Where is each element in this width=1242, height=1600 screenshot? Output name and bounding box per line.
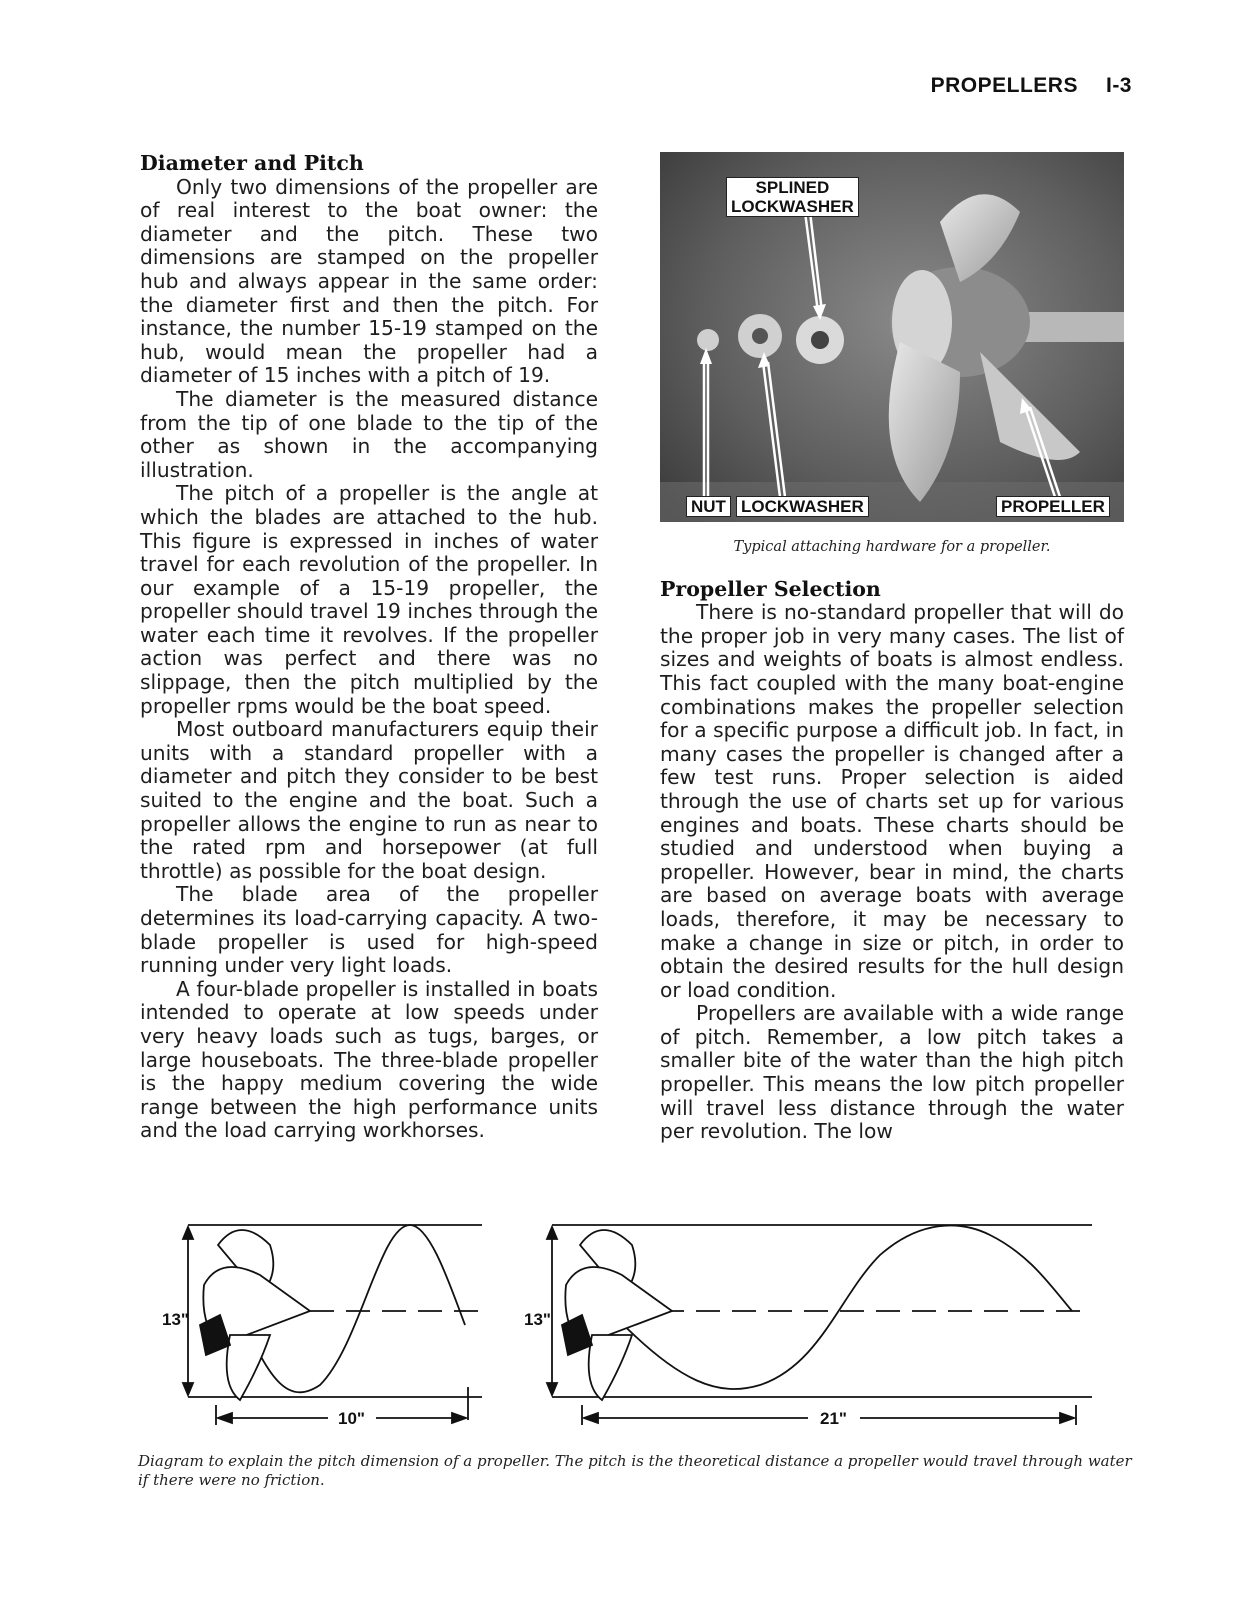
right-pitch-label: 21"	[820, 1409, 847, 1428]
heading-diameter-pitch: Diameter and Pitch	[140, 151, 364, 175]
right-pitch-diagram	[547, 1225, 1092, 1425]
label-propeller: PROPELLER	[996, 496, 1110, 517]
left-pitch-diagram	[183, 1225, 490, 1425]
label-lockwasher-top: LOCKWASHER	[731, 197, 854, 216]
page-header	[931, 74, 1132, 98]
paragraph: The pitch of a propeller is the angle at which the blades are attached to the hub. This figure is expressed in inches of water travel for each revolution of the propeller. In our example of a 15-19 propeller, the propeller should travel 19 inches through the water each time it revolves. If the propeller action was perfect and there was no slippage, then the pitch multiplied by the propeller rpms would be the boat speed.	[140, 481, 598, 718]
heading-propeller-selection: Propeller Selection	[660, 576, 881, 601]
right-column	[660, 152, 1124, 1144]
page-number: I-3	[1105, 74, 1132, 97]
paragraph: Propellers are available with a wide range of pitch. Remember, a low pitch takes a smaller bite of the water than the high pitch propeller. This means the low pitch propeller will travel less distance through the water per revolution. The low	[660, 1001, 1124, 1144]
label-splined-lockwasher	[726, 177, 859, 217]
right-diameter-label: 13"	[524, 1310, 551, 1329]
paragraph: Most outboard manufacturers equip their units with a standard propeller with a diameter and pitch they consider to be best suited to the engine and the boat. Such a propeller allows the engine to run as near to the rated rpm and horsepower (at full throttle) as possible for the boat design.	[140, 717, 598, 883]
left-column	[140, 152, 598, 1143]
running-title: PROPELLERS	[930, 74, 1078, 97]
diagram-caption: Diagram to explain the pitch dimension of a propeller. The pitch is the theoretical distance a propeller would travel through water if there were no friction.	[138, 1452, 1132, 1489]
left-diameter-label: 13"	[162, 1310, 189, 1329]
label-nut: NUT	[686, 496, 731, 517]
pitch-diagram	[160, 1215, 1100, 1445]
label-splined: SPLINED	[755, 178, 830, 197]
photo-caption: Typical attaching hardware for a propeller.	[733, 539, 1051, 555]
paragraph: The diameter is the measured distance from the tip of one blade to the tip of the other as shown in the accompanying illustration.	[140, 386, 598, 482]
paragraph: A four-blade propeller is installed in boats intended to operate at low speeds under very heavy loads such as tugs, barges, or large houseboats. The three-blade propeller is the happy medium covering the wide range between the high performance units and the load carrying workhorses.	[140, 976, 598, 1143]
left-pitch-label: 10"	[338, 1409, 365, 1428]
label-lockwasher: LOCKWASHER	[736, 496, 869, 517]
hardware-photo	[660, 152, 1124, 522]
paragraph: Only two dimensions of the propeller are of real interest to the boat owner: the diameter and the pitch. These two dimensions are stamped on the propeller hub and always appear in the same order: the diameter first and then the pitch. For instance, the number 15-19 stamped on the hub, would mean the propeller had a diameter of 15 inches with a pitch of 19.	[140, 174, 598, 388]
paragraph: There is no-standard propeller that will do the proper job in very many cases. The list of sizes and weights of boats is almost endless. This fact coupled with the many boat-engine combinations makes the propeller selection for a specific purpose a difficult job. In fact, in many cases the propeller is changed after a few test runs. Proper selection is aided through the use of charts set up for various engines and boats. These charts should be studied and understood when buying a propeller. However, bear in mind, the charts are based on average boats with average loads, therefore, it may be necessary to make a change in size or pitch, in order to obtain the desired results for the hull design or load condition.	[660, 600, 1124, 1002]
paragraph: The blade area of the propeller determines its load-carrying capacity. A two-blade propeller is used for high-speed running under very light loads.	[140, 882, 598, 978]
